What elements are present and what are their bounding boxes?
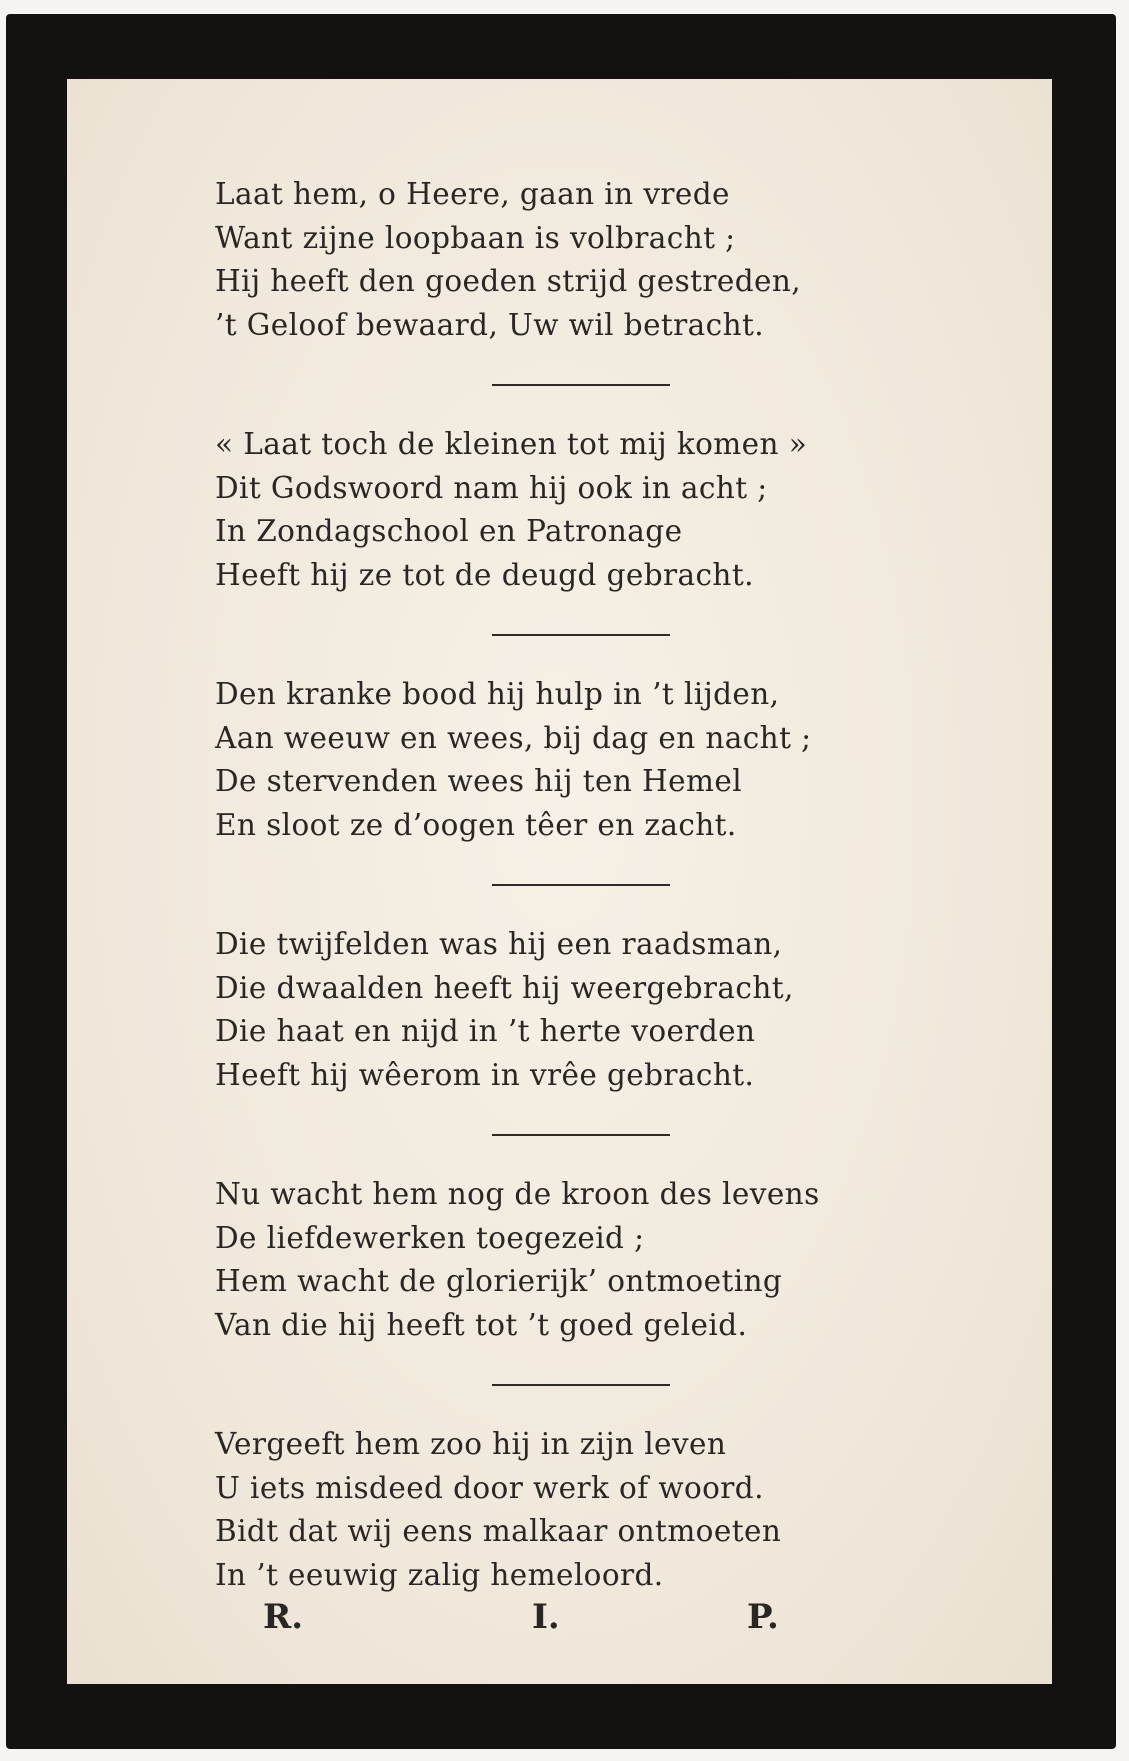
memorial-card <box>6 14 1116 1749</box>
stanza-4 <box>215 923 1015 1097</box>
poem-line: Heeft hij wêerom in vrêe gebracht. <box>215 1057 755 1092</box>
card-paper <box>67 79 1052 1684</box>
stanza-divider <box>492 384 670 386</box>
poem-line: Want zijne loopbaan is volbracht ; <box>215 220 736 255</box>
rip-r: R. <box>263 1597 304 1637</box>
poem-line: Heeft hij ze tot de deugd gebracht. <box>215 557 754 592</box>
poem-line: Die dwaalden heeft hij weergebracht, <box>215 970 794 1005</box>
poem-line: De liefdewerken toegezeid ; <box>215 1220 645 1255</box>
stanza-2 <box>215 423 1015 597</box>
stanza-divider <box>492 1134 670 1136</box>
stanza-6 <box>215 1423 1015 1597</box>
poem-line: De stervenden wees hij ten Hemel <box>215 764 743 798</box>
stanza-3 <box>215 673 1015 847</box>
poem-line: In ’t eeuwig zalig hemeloord. <box>215 1557 664 1592</box>
stanza-5 <box>215 1173 1015 1347</box>
poem-line: In Zondagschool en Patronage <box>215 514 683 548</box>
poem-line: U iets misdeed door werk of woord. <box>215 1470 764 1505</box>
poem-line: Die haat en nijd in ’t herte voerden <box>215 1014 756 1048</box>
poem-line: Vergeeft hem zoo hij in zijn leven <box>215 1427 727 1461</box>
stanza-divider <box>492 884 670 886</box>
poem-line: Nu wacht hem nog de kroon des levens <box>215 1177 820 1211</box>
poem-line: Hem wacht de glorierijk’ ontmoeting <box>215 1264 783 1298</box>
poem-line: Die twijfelden was hij een raadsman, <box>215 927 783 961</box>
poem-line: Dit Godswoord nam hij ook in acht ; <box>215 470 768 505</box>
poem <box>215 173 1015 1597</box>
rip-footer <box>67 1597 1052 1647</box>
rip-p: P. <box>747 1597 779 1637</box>
poem-line: En sloot ze d’oogen têer en zacht. <box>215 807 737 842</box>
poem-line: Bidt dat wij eens malkaar ontmoeten <box>215 1514 782 1548</box>
poem-line: Hij heeft den goeden strijd gestreden, <box>215 264 802 298</box>
poem-line: Laat hem, o Heere, gaan in vrede <box>215 177 730 211</box>
poem-line: Den kranke bood hij hulp in ’t lijden, <box>215 677 780 711</box>
poem-line: « Laat toch de kleinen tot mij komen » <box>215 427 808 461</box>
poem-line: Van die hij heeft tot ’t goed geleid. <box>215 1307 748 1342</box>
poem-line: Aan weeuw en wees, bij dag en nacht ; <box>215 720 812 755</box>
poem-line: ’t Geloof bewaard, Uw wil betracht. <box>215 307 765 342</box>
stanza-divider <box>492 1384 670 1386</box>
stanza-divider <box>492 634 670 636</box>
stanza-1 <box>215 173 1015 347</box>
rip-i: I. <box>532 1597 560 1637</box>
